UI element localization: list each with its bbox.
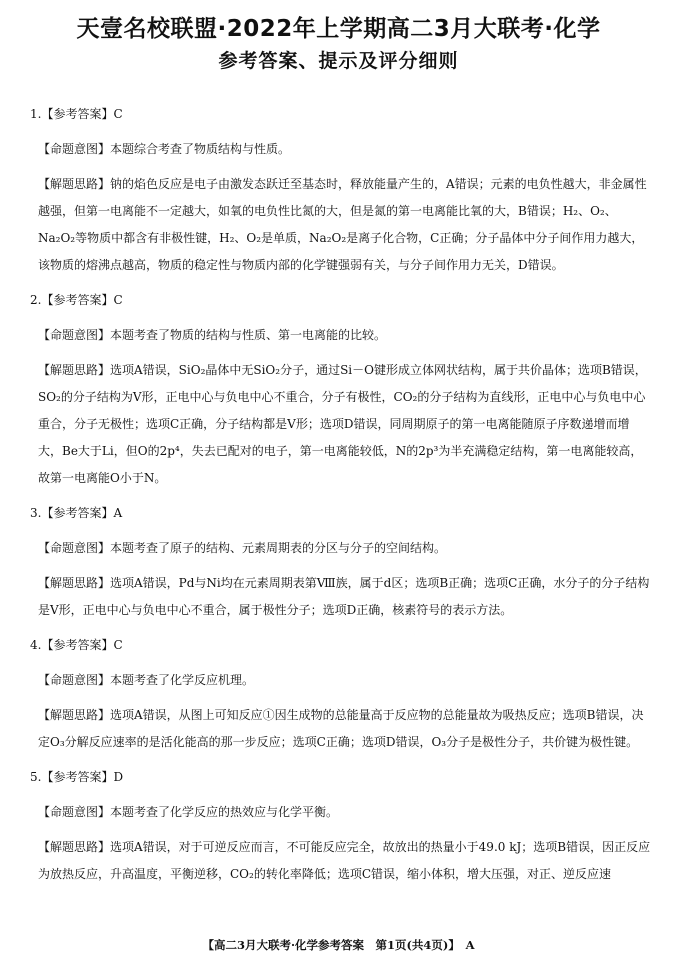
q4-answer: 4.【参考答案】C [30,638,123,652]
question-3 [30,500,652,624]
question-2 [30,287,652,492]
q3-analysis: 【解题思路】选项A错误，Pd与Ni均在元素周期表第Ⅷ族，属于d区；选项B正确；选项C正确，水分子的分子结构是V形，正电中心与负电中心不重合，属于极性分子；选项D正确，核素符号的表示方法。 [38,576,650,617]
q2-intent: 【命题意图】本题考查了物质的结构与性质、第一电离能的比较。 [38,328,387,342]
q3-intent: 【命题意图】本题考查了原子的结构、元素周期表的分区与分子的空间结构。 [38,541,447,555]
question-1 [30,101,652,279]
question-5 [30,764,652,888]
page-title: 天壹名校联盟·2022年上学期高二3月大联考·化学 [76,16,601,42]
q2-analysis: 【解题思路】选项A错误，SiO₂晶体中无SiO₂分子，通过Si－O键形成立体网状结构，属于共价晶体；选项B错误，SO₂的分子结构为V形，正电中心与负电中心不重合，分子有极性，CO₂的分子结构为直线形，正电中心与负电中心重合，分子无极性；选项C正确，分子结构都是V形；选项D错误，同周期原子的第一电离能随原子序数递增而增大，Be大于Li，但O的2p⁴，失去已配对的电子，第一电离能较低，N的2p³为半充满稳定结构，第一电离能较高，故第一电离能O小于N。 [38,363,647,485]
q5-answer: 5.【参考答案】D [30,770,124,784]
answer-content [30,101,652,896]
page-footer: 【高二3月大联考·化学参考答案 第1页(共4页)】 A [202,938,475,952]
q5-analysis: 【解题思路】选项A错误，对于可逆反应而言，不可能反应完全，故放出的热量小于49.0 kJ；选项B错误，因正反应为放热反应，升高温度，平衡逆移，CO₂的转化率降低；选项C错误，缩小体积，增大压强，对正、逆反应速 [38,840,651,881]
q1-answer: 1.【参考答案】C [30,107,123,121]
q1-intent: 【命题意图】本题综合考查了物质结构与性质。 [38,142,291,156]
q5-intent: 【命题意图】本题考查了化学反应的热效应与化学平衡。 [38,805,339,819]
question-4 [30,632,652,756]
q2-answer: 2.【参考答案】C [30,293,123,307]
page-subtitle: 参考答案、提示及评分细则 [218,50,459,72]
q3-answer: 3.【参考答案】A [30,506,123,520]
q1-analysis: 【解题思路】钠的焰色反应是电子由激发态跃迁至基态时，释放能量产生的，A错误；元素的电负性越大，非金属性越强，但第一电离能不一定越大，如氧的电负性比氮的大，但是氮的第一电离能比氧的大，B错误；H₂、O₂、Na₂O₂等物质中都含有非极性键，H₂、O₂是单质，Na₂O₂是离子化合物，C正确；分子晶体中分子间作用力越大，该物质的熔沸点越高，物质的稳定性与物质内部的化学键强弱有关，与分子间作用力无关，D错误。 [38,177,647,272]
q4-analysis: 【解题思路】选项A错误，从图上可知反应①因生成物的总能量高于反应物的总能量故为吸热反应；选项B错误，决定O₃分解反应速率的是活化能高的那一步反应；选项C正确；选项D错误，O₃分子是极性分子，共价键为极性键。 [38,708,644,749]
q4-intent: 【命题意图】本题考查了化学反应机理。 [38,673,255,687]
